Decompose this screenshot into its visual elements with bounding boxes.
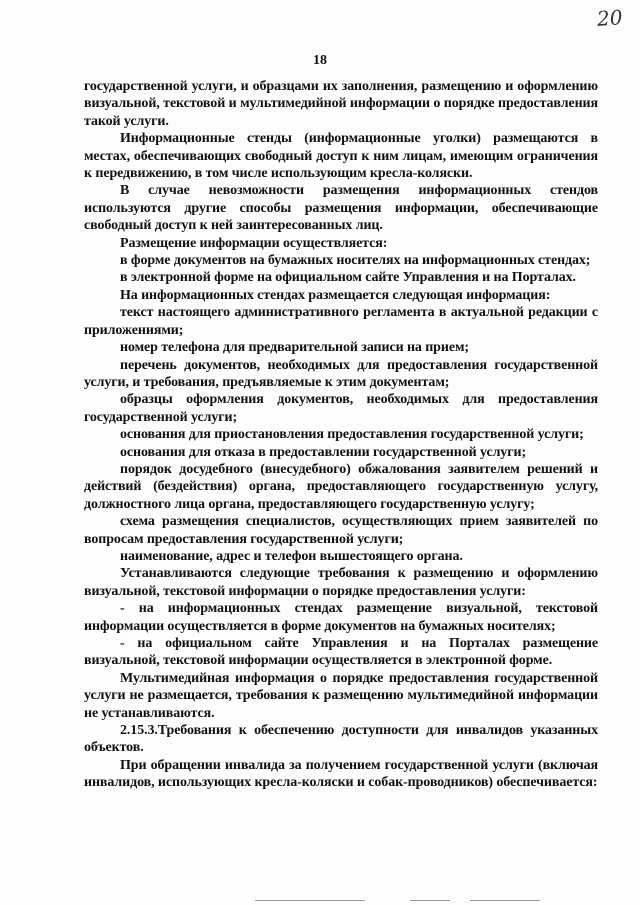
paragraph: перечень документов, необходимых для предоставления государственной услуги, и требования, предъявляемые к этим документам;	[84, 357, 598, 390]
paragraph: в форме документов на бумажных носителях на информационных стендах;	[120, 253, 591, 269]
page-number: 18	[313, 53, 327, 68]
paragraph: В случае невозможности размещения информационных стендов используются другие способы размещения информации, обеспечивающие свободный доступ к ней заинтересованных лиц.	[84, 183, 598, 234]
paragraph: номер телефона для предварительной записи на прием;	[120, 340, 469, 356]
paragraph: порядок досудебного (внесудебного) обжалования заявителем решений и действий (бездействия) органа, предоставляющего государственную услугу, должностного лица органа, предоставляющего государственную услугу;	[84, 461, 598, 512]
document-body	[84, 78, 598, 792]
paragraph: Информационные стенды (информационные уголки) размещаются в местах, обеспечивающих свободный доступ к ним лицам, имеющим ограничения к передвижению, в том числе использующим кресла-коляски.	[84, 131, 598, 182]
paragraph: Размещение информации осуществляется:	[120, 235, 388, 251]
paragraph: в электронной форме на официальном сайте Управления и на Порталах.	[120, 270, 576, 286]
paragraph: На информационных стендах размещается следующая информация:	[120, 287, 551, 303]
paragraph: 2.15.3.Требования к обеспечению доступности для инвалидов указанных объектов.	[84, 723, 598, 756]
paragraph: государственной услуги, и образцами их заполнения, размещению и оформлению визуальной, текстовой и мультимедийной информации о порядке предоставления такой услуги.	[84, 79, 598, 129]
scan-artifact-line	[470, 900, 540, 901]
handwritten-sheet-number: 20	[595, 5, 623, 31]
paragraph: При обращении инвалида за получением государственной услуги (включая инвалидов, использующих кресла-коляски и собак-проводников) обеспечивается:	[84, 757, 598, 791]
paragraph: схема размещения специалистов, осуществляющих прием заявителей по вопросам предоставления государственной услуги;	[84, 514, 598, 547]
paragraph: Устанавливаются следующие требования к размещению и оформлению визуальной, текстовой информации о порядке предоставления услуги:	[84, 566, 598, 599]
paragraph: наименование, адрес и телефон вышестоящего органа.	[120, 548, 463, 564]
paragraph: Мультимедийная информация о порядке предоставления государственной услуги не размещается, требования к размещению мультимедийной информации не устанавливаются.	[84, 670, 598, 721]
paragraph: основания для отказа в предоставлении государственной услуги;	[120, 444, 527, 460]
paragraph: текст настоящего административного регламента в актуальной редакции с приложениями;	[84, 305, 598, 338]
paragraph: - на официальном сайте Управления и на Порталах размещение визуальной, текстовой информации осуществляется в электронной форме.	[84, 636, 598, 669]
paragraph: - на информационных стендах размещение визуальной, текстовой информации осуществляется в форме документов на бумажных носителях;	[84, 601, 598, 634]
paragraph: образцы оформления документов, необходимых для предоставления государственной услуги;	[84, 392, 598, 425]
scan-artifact-line	[255, 900, 365, 901]
paragraph: основания для приостановления предоставления государственной услуги;	[120, 427, 584, 443]
scan-artifact-line	[410, 900, 450, 901]
